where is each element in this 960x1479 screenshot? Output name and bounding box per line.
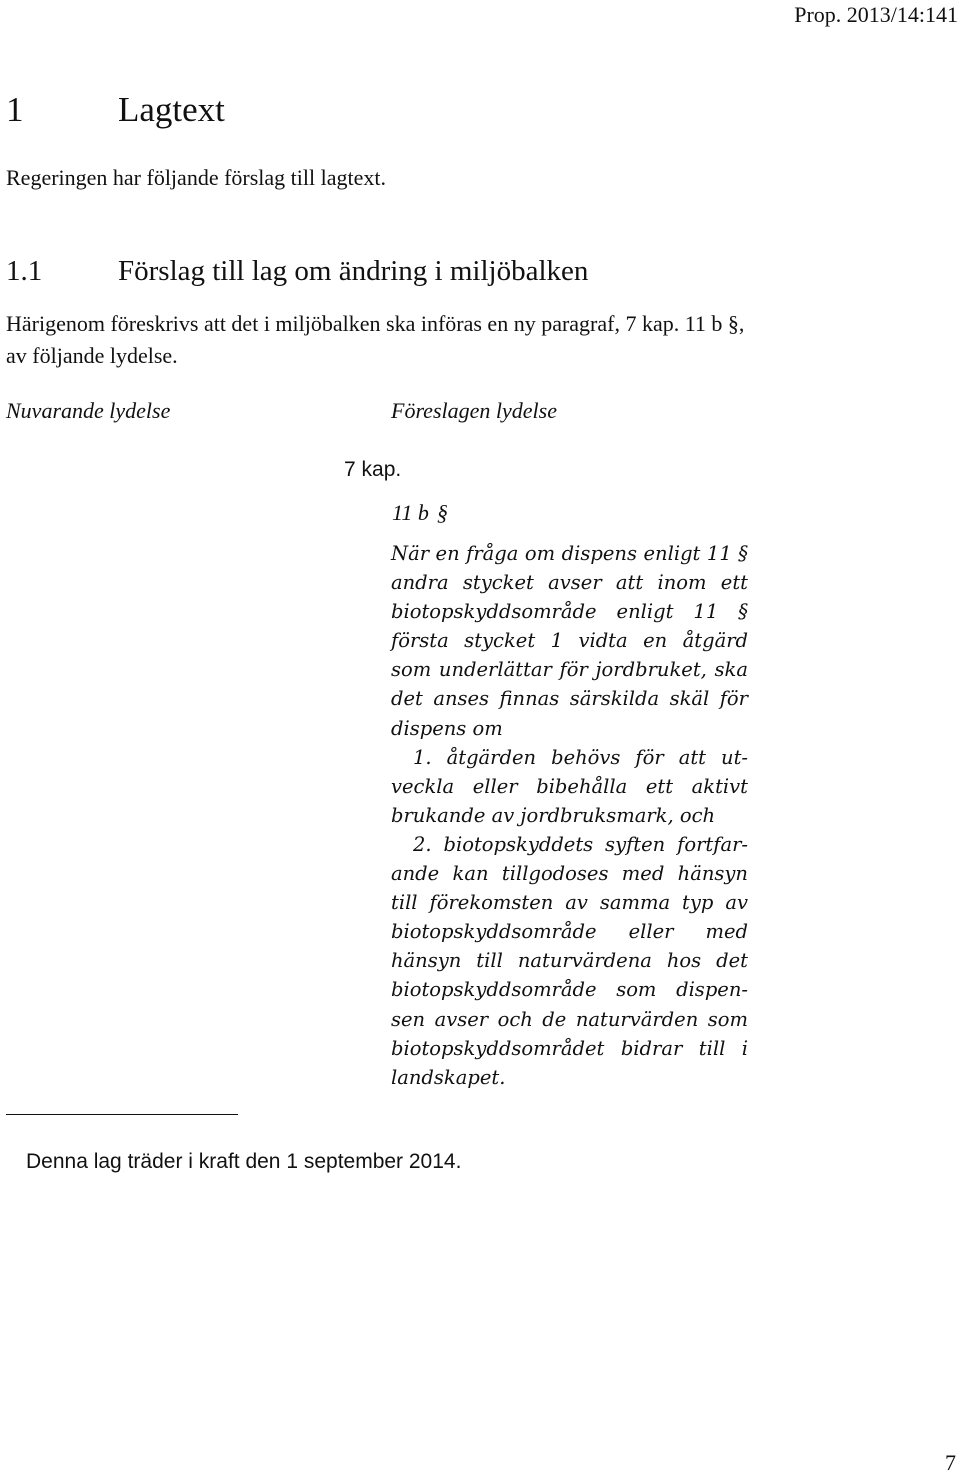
proposed-wording-header: Föreslagen lydelse bbox=[391, 398, 557, 423]
chapter-label: 7 kap. bbox=[344, 458, 402, 481]
chapter-heading-title: Lagtext bbox=[118, 90, 225, 129]
footnote: Denna lag träder i kraft den 1 september 2014. bbox=[26, 1150, 462, 1173]
law-text-item-2: 2. biotopskyddets syften fortfarande kan tillgodoses med hänsyn till förekomsten av samma typ av biotopskyddsområde eller med hänsyn till naturvärdena hos det biotopskyddsområde som dispensen avser och de naturvärden som biotopskyddsområdet bidrar till i landskapet. bbox=[391, 832, 748, 1089]
law-text-item-1: 1. åtgärden behövs för att utveckla eller bibehålla ett aktivt brukande av jordbruksmark, och bbox=[391, 745, 748, 827]
law-text-main: När en fråga om dispens enligt 11 § andra stycket avser att inom ett biotopskyddsområde enligt 11 § första stycket 1 vidta en åtgärd som underlättar för jordbruket, ska det anses finnas särskilda skäl för dispens om bbox=[391, 542, 748, 740]
section-heading-number: 1.1 bbox=[6, 255, 43, 287]
section-heading-title: Förslag till lag om ändring i miljöbalken bbox=[118, 255, 589, 287]
current-wording-header: Nuvarande lydelse bbox=[6, 398, 171, 423]
section-number: 11 b bbox=[392, 500, 429, 525]
section-heading bbox=[6, 255, 588, 288]
decree-paragraph: Härigenom föreskrivs att det i miljöbalken ska införas en ny paragraf, 7 kap. 11 b §, av följande lydelse. bbox=[6, 311, 745, 368]
document-reference: Prop. 2013/14:141 bbox=[794, 2, 958, 27]
proposed-law-text bbox=[391, 539, 748, 1092]
intro-paragraph: Regeringen har följande förslag till lagtext. bbox=[6, 165, 386, 190]
chapter-heading-number: 1 bbox=[6, 90, 24, 129]
section-label bbox=[392, 500, 448, 526]
footnote-separator bbox=[6, 1114, 238, 1115]
chapter-heading bbox=[6, 90, 225, 130]
page-number: 7 bbox=[945, 1450, 956, 1475]
section-sign: § bbox=[436, 500, 448, 525]
